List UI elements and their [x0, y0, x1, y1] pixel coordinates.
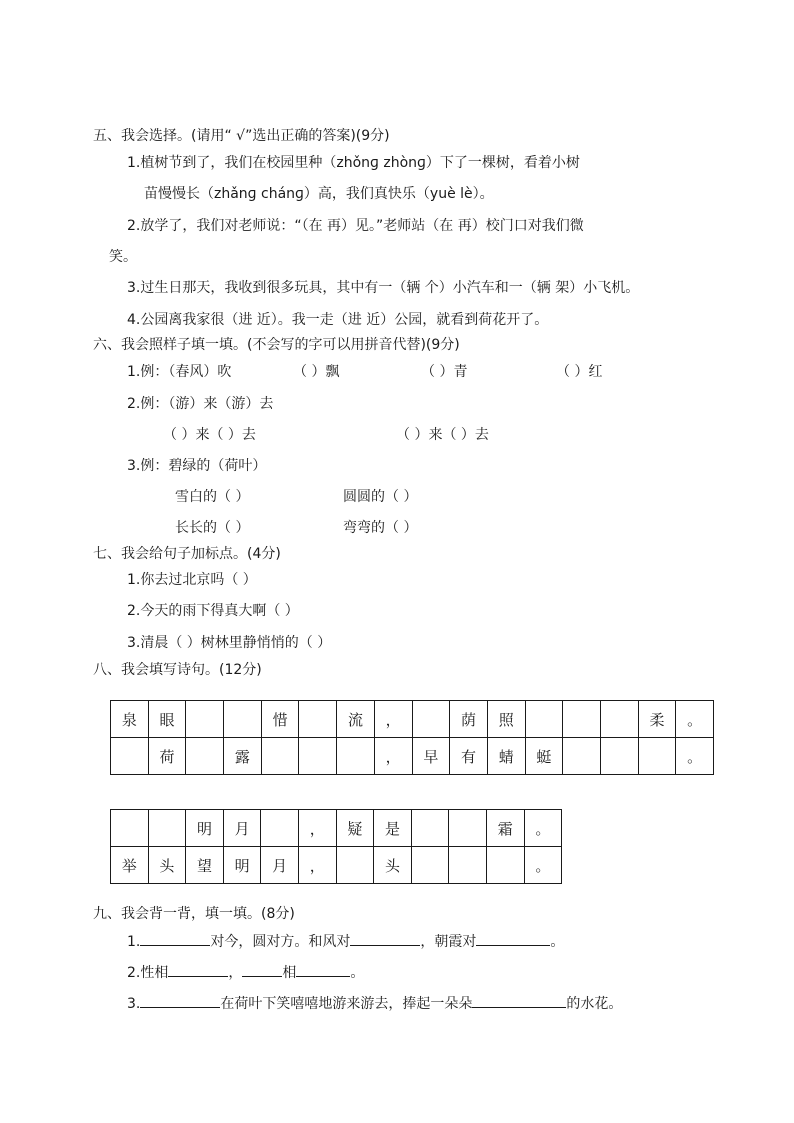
s9-q1-text-a: 对今，圆对方。和风对 — [210, 934, 351, 950]
poem-blank-cell[interactable] — [600, 701, 638, 738]
poem-char-cell: 早 — [412, 738, 450, 775]
s6-q2-example: 2.例：（游）来（游）去 — [127, 396, 274, 412]
poem-char-cell: 明 — [223, 847, 261, 884]
poem-char-cell: 望 — [186, 847, 224, 884]
poem-blank-cell[interactable] — [411, 810, 449, 847]
s5-q1b-text-mid: ）高，我们真快乐（ — [303, 186, 430, 202]
s9-q3-number: 3. — [127, 996, 141, 1012]
poem-blank-cell[interactable] — [186, 738, 224, 775]
poem-blank-cell[interactable] — [224, 701, 262, 738]
s5-q1b-text-end: ）。 — [472, 186, 494, 202]
poem-char-cell: 泉 — [111, 701, 149, 738]
s5-question-2-line-2: 笑。 — [109, 249, 137, 265]
poem-char-cell: ， — [374, 738, 412, 775]
s9-q1-blank-3[interactable] — [476, 930, 550, 946]
poem-char-cell: 蜻 — [487, 738, 525, 775]
poem-blank-cell[interactable] — [186, 701, 224, 738]
s9-q2-text-pre: 2.性相 — [127, 965, 169, 981]
s9-q2-blank-2[interactable] — [242, 961, 282, 977]
poem-char-cell: 。 — [676, 701, 714, 738]
s6-q1-blank-1[interactable]: （ ）飘 — [293, 364, 340, 380]
s6-q1-example: 1.例：（春风）吹 — [127, 364, 232, 380]
s7-question-1[interactable]: 1.你去过北京吗（ ） — [127, 572, 257, 588]
section-5-heading: 五、我会选择。(请用“ √”选出正确的答案)(9分) — [93, 128, 390, 144]
poem-blank-cell[interactable] — [111, 738, 149, 775]
s6-q3-blank-b[interactable]: 圆圆的（ ） — [343, 489, 418, 505]
s9-q2-blank-3[interactable] — [296, 961, 350, 977]
poem-blank-cell[interactable] — [337, 738, 375, 775]
poem-grid-1 — [110, 700, 714, 775]
poem-char-cell: 举 — [111, 847, 149, 884]
s5-q1-text-end: ）下了一棵树，看着小树 — [425, 155, 580, 171]
s9-q1-blank-1[interactable] — [140, 930, 210, 946]
poem-char-cell: 有 — [450, 738, 488, 775]
s5-question-2-line-1: 2.放学了，我们对老师说：“（在 再）见。”老师站（在 再）校门口对我们微 — [127, 218, 584, 234]
s9-q3-blank-2[interactable] — [472, 992, 566, 1008]
poem-char-cell: 月 — [223, 810, 261, 847]
poem-char-cell: 蜓 — [525, 738, 563, 775]
s9-q2-blank-1[interactable] — [168, 961, 228, 977]
poem-blank-cell[interactable] — [411, 847, 449, 884]
poem-blank-cell[interactable] — [299, 701, 337, 738]
s5-q1-text: 1.植树节到了，我们在校园里种（ — [127, 155, 337, 171]
s6-q3-example: 3.例：碧绿的（荷叶） — [127, 458, 267, 474]
s5-question-1-line-1 — [127, 153, 580, 173]
poem-blank-cell[interactable] — [563, 701, 601, 738]
poem-blank-cell[interactable] — [600, 738, 638, 775]
poem-char-cell: ， — [298, 847, 336, 884]
s6-q1-blank-2[interactable]: （ ）青 — [421, 364, 468, 380]
poem-blank-cell[interactable] — [449, 810, 487, 847]
poem-char-cell: 。 — [524, 847, 562, 884]
s9-q3-blank-1[interactable] — [140, 992, 220, 1008]
s5-question-4: 4.公园离我家很（进 近）。我一走（进 近）公园，就看到荷花开了。 — [127, 312, 549, 328]
s5-question-1-line-2 — [144, 184, 494, 204]
s9-q2-text-b: 相 — [282, 965, 297, 981]
poem-grid-1-row-2 — [111, 738, 714, 775]
poem-blank-cell[interactable] — [261, 738, 299, 775]
s9-q3-text-a: 在荷叶下笑嘻嘻地游来游去，捧起一朵朵 — [220, 996, 473, 1012]
poem-char-cell: 是 — [374, 810, 412, 847]
poem-char-cell: 露 — [224, 738, 262, 775]
poem-char-cell: 荷 — [148, 738, 186, 775]
s9-q1-text-b: ，朝霞对 — [420, 934, 477, 950]
poem-char-cell: 明 — [186, 810, 224, 847]
poem-char-cell: 月 — [261, 847, 299, 884]
poem-grid-2 — [110, 809, 562, 884]
poem-blank-cell[interactable] — [563, 738, 601, 775]
poem-blank-cell[interactable] — [299, 738, 337, 775]
poem-char-cell: 惜 — [261, 701, 299, 738]
s6-q2-blank-1[interactable]: （ ）来（ ）去 — [163, 427, 256, 443]
poem-char-cell: 。 — [676, 738, 714, 775]
poem-char-cell: 霜 — [486, 810, 524, 847]
section-6-heading: 六、我会照样子填一填。(不会写的字可以用拼音代替)(9分) — [93, 337, 460, 353]
poem-char-cell: ， — [374, 701, 412, 738]
s9-q2-text-c: 。 — [350, 965, 365, 981]
s6-q3-blank-c[interactable]: 长长的（ ） — [175, 520, 250, 536]
s7-question-2[interactable]: 2.今天的雨下得真大啊（ ） — [127, 603, 299, 619]
s5-q1b-text: 苗慢慢长（ — [144, 186, 214, 202]
s6-q3-blank-a[interactable]: 雪白的（ ） — [175, 489, 250, 505]
s9-question-3 — [127, 992, 622, 1014]
poem-blank-cell[interactable] — [525, 701, 563, 738]
poem-char-cell: 疑 — [336, 810, 374, 847]
s9-q3-text-b: 的水花。 — [566, 996, 623, 1012]
s5-q1b-pinyin-options-2[interactable]: yuè lè — [429, 186, 473, 202]
s9-q1-blank-2[interactable] — [350, 930, 420, 946]
s9-question-2 — [127, 961, 364, 983]
poem-grid-1-row-1 — [111, 701, 714, 738]
poem-char-cell: ， — [298, 810, 336, 847]
poem-grid-2-row-1 — [111, 810, 562, 847]
s5-q1b-pinyin-options[interactable]: zhǎnɡ chánɡ — [214, 186, 304, 202]
poem-blank-cell[interactable] — [412, 701, 450, 738]
poem-char-cell: 头 — [374, 847, 412, 884]
s7-question-3[interactable]: 3.清晨（ ）树林里静悄悄的（ ） — [127, 635, 332, 651]
poem-char-cell: 眼 — [148, 701, 186, 738]
poem-blank-cell[interactable] — [449, 847, 487, 884]
s9-question-1 — [127, 930, 564, 952]
section-9-heading: 九、我会背一背，填一填。(8分) — [93, 906, 295, 922]
poem-blank-cell[interactable] — [336, 847, 374, 884]
poem-blank-cell[interactable] — [486, 847, 524, 884]
poem-char-cell: 。 — [524, 810, 562, 847]
poem-blank-cell[interactable] — [111, 810, 149, 847]
s6-q2-blank-2[interactable]: （ ）来（ ）去 — [396, 427, 489, 443]
poem-blank-cell[interactable] — [148, 810, 186, 847]
poem-char-cell: 荫 — [450, 701, 488, 738]
section-7-heading: 七、我会给句子加标点。(4分) — [93, 546, 281, 562]
poem-char-cell: 柔 — [638, 701, 676, 738]
s9-q1-text-c: 。 — [550, 934, 565, 950]
s9-q2-text-a: ， — [228, 965, 243, 981]
poem-char-cell: 流 — [337, 701, 375, 738]
poem-char-cell: 头 — [148, 847, 186, 884]
poem-grid-1-body — [111, 701, 714, 775]
s6-q3-blank-d[interactable]: 弯弯的（ ） — [343, 520, 418, 536]
poem-char-cell: 照 — [487, 701, 525, 738]
s6-q1-blank-3[interactable]: （ ）红 — [556, 364, 603, 380]
section-8-heading: 八、我会填写诗句。(12分) — [93, 662, 262, 678]
poem-grid-2-body — [111, 810, 562, 884]
poem-blank-cell[interactable] — [638, 738, 676, 775]
poem-grid-2-row-2 — [111, 847, 562, 884]
s5-question-3: 3.过生日那天，我收到很多玩具，其中有一（辆 个）小汽车和一（辆 架）小飞机。 — [127, 280, 640, 296]
s5-q1-pinyin-options[interactable]: zhǒnɡ zhònɡ — [336, 155, 426, 171]
poem-blank-cell[interactable] — [261, 810, 299, 847]
s9-q1-number: 1. — [127, 934, 141, 950]
